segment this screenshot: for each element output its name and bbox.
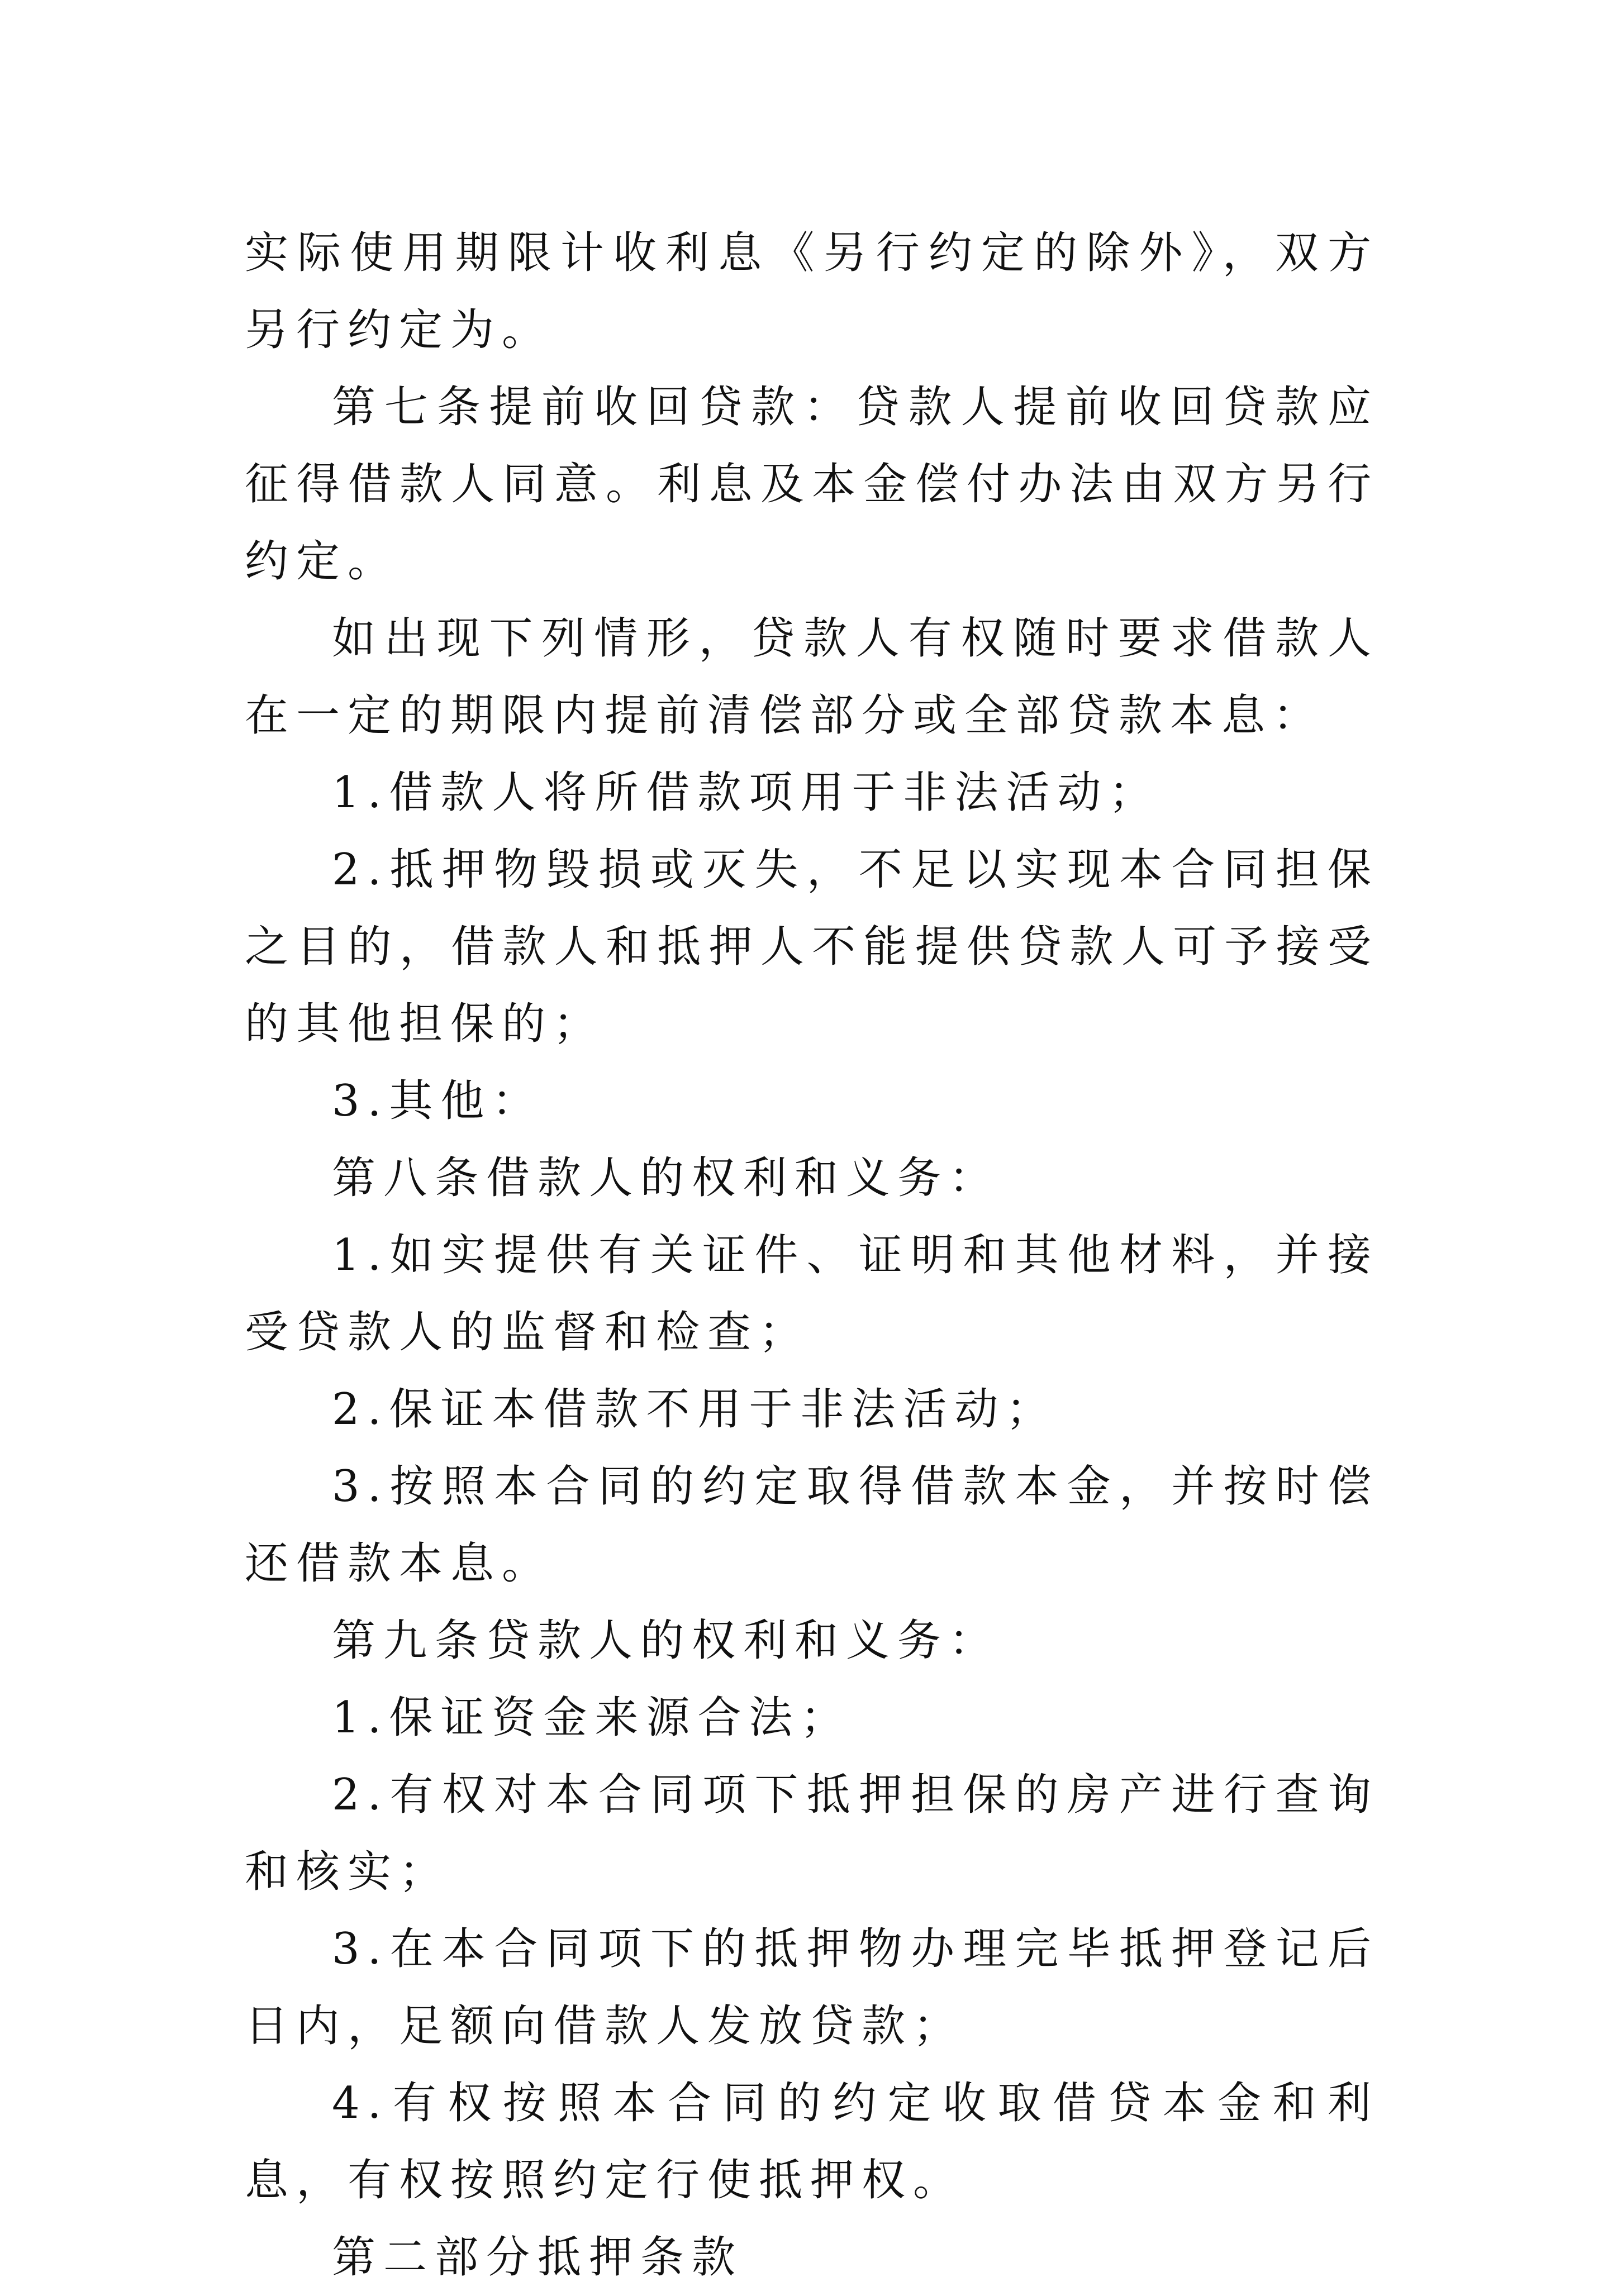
- list-item: 3.按照本合同的约定取得借款本金，并按时偿还借款本息。: [245, 1461, 1379, 1589]
- list-item: 1.如实提供有关证件、证明和其他材料，并接受贷款人的监督和检查；: [245, 1230, 1379, 1357]
- paragraph: 如出现下列情形，贷款人有权随时要求借款人在一定的期限内提前清偿部分或全部贷款本息：: [245, 613, 1379, 741]
- paragraph: 第七条提前收回贷款：贷款人提前收回贷款应征得借款人同意。利息及本金偿付办法由双方另行约定。: [245, 382, 1379, 587]
- section-heading: 第九条贷款人的权利和义务：: [332, 1616, 1001, 1666]
- list-item: 1.保证资金来源合法；: [332, 1693, 852, 1743]
- list-item: 1.借款人将所借款项用于非法活动；: [332, 768, 1161, 818]
- section-heading: 第二部分抵押条款: [332, 2232, 744, 2283]
- list-item: 3.其他：: [332, 1076, 544, 1126]
- list-item: 2.有权对本合同项下抵押担保的房产进行查询和核实；: [245, 1770, 1379, 1897]
- list-item: 4.有权按照本合同的约定收取借贷本金和利息，有权按照约定行使抵押权。: [245, 2078, 1379, 2206]
- paragraph: 实际使用期限计收利息《另行约定的除外》，双方另行约定为。: [245, 228, 1379, 355]
- list-item: 3.在本合同项下的抵押物办理完毕抵押登记后日内，足额向借款人发放贷款；: [245, 1924, 1379, 2051]
- list-item: 2.保证本借款不用于非法活动；: [332, 1384, 1058, 1435]
- section-heading: 第八条借款人的权利和义务：: [332, 1153, 1001, 1203]
- list-item: 2.抵押物毁损或灭失，不足以实现本合同担保之目的，借款人和抵押人不能提供贷款人可予接受的其他担保的；: [245, 845, 1379, 1049]
- document-body: [245, 215, 1379, 2296]
